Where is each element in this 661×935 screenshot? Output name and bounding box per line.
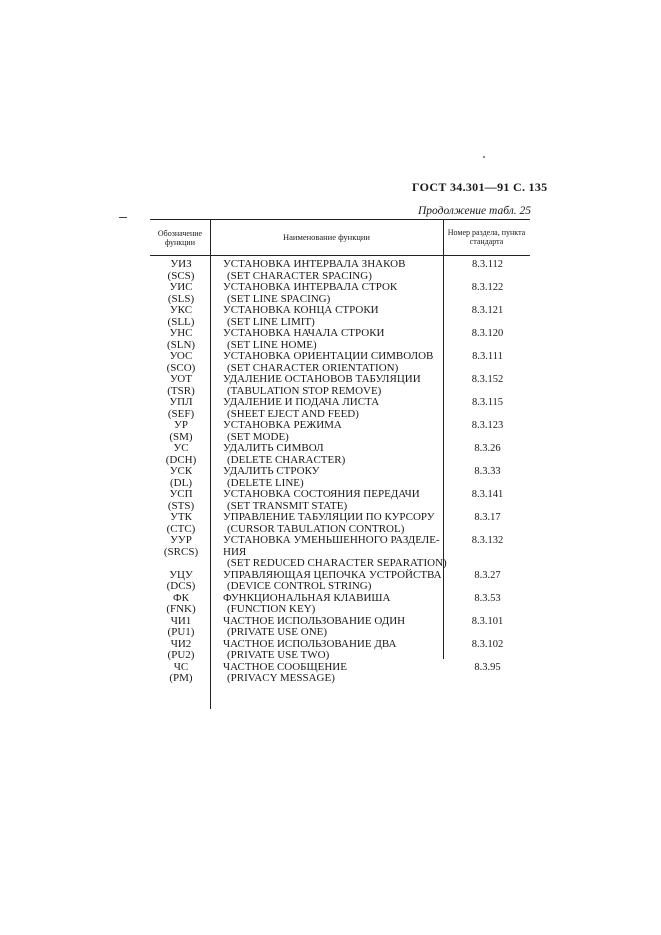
function-name xyxy=(223,489,448,512)
function-code xyxy=(150,570,212,593)
function-code-en: (SLL) xyxy=(167,315,195,328)
table-row xyxy=(150,328,530,351)
section-number: 8.3.101 xyxy=(471,615,504,627)
function-name-ru: УДАЛИТЬ СИМВОЛ xyxy=(223,442,324,454)
table-row xyxy=(150,662,530,685)
function-name xyxy=(223,259,448,282)
table-row xyxy=(150,443,530,466)
function-code-en: (PM) xyxy=(169,672,193,684)
function-code xyxy=(150,374,212,397)
table-row xyxy=(150,535,530,570)
section-number: 8.3.115 xyxy=(471,397,504,408)
function-code xyxy=(150,662,212,685)
function-code-ru: УСП xyxy=(169,488,193,500)
function-name xyxy=(223,305,448,328)
table-row xyxy=(150,512,530,535)
function-code xyxy=(150,512,212,535)
table-top-rule xyxy=(150,219,530,220)
function-name xyxy=(223,282,448,305)
function-name-en: (SET MODE) xyxy=(227,430,289,443)
function-code xyxy=(150,259,212,282)
table-row xyxy=(150,570,530,593)
table-row xyxy=(150,305,530,328)
section-number: 8.3.17 xyxy=(474,512,501,523)
table-row xyxy=(150,489,530,512)
function-name-ru: УСТАНОВКА ИНТЕРВАЛА ЗНАКОВ xyxy=(223,258,406,270)
function-code-en: (SEF) xyxy=(167,407,195,420)
function-name-en: (SET LINE LIMIT) xyxy=(227,315,315,328)
function-code-ru: ЧИ2 xyxy=(170,637,192,650)
function-name-ru: ФУНКЦИОНАЛЬНАЯ КЛАВИША xyxy=(223,591,391,604)
function-name-en: (SET LINE SPACING) xyxy=(227,292,331,305)
function-name-ru: УСТАНОВКА СОСТОЯНИЯ ПЕРЕДАЧИ xyxy=(223,488,420,500)
function-name xyxy=(223,328,448,351)
function-name xyxy=(223,443,448,466)
column-header-code: Обозначение функции xyxy=(157,229,203,247)
table-body xyxy=(150,259,530,685)
function-name-ru: УСТАНОВКА РЕЖИМА xyxy=(223,419,342,431)
section-number: 8.3.152 xyxy=(471,374,504,385)
function-name xyxy=(223,535,448,570)
function-code-en: (CTC) xyxy=(166,522,196,535)
function-code-ru: УЦУ xyxy=(169,568,193,581)
function-code-ru: УИС xyxy=(169,281,193,293)
function-name xyxy=(223,420,448,443)
table-row xyxy=(150,351,530,374)
table-row xyxy=(150,420,530,443)
section-number: 8.3.33 xyxy=(474,466,501,477)
function-name-ru: УСТАНОВКА НАЧАЛА СТРОКИ xyxy=(223,327,385,339)
function-name xyxy=(223,397,448,420)
table-row xyxy=(150,593,530,616)
function-name-ru: УДАЛИТЬ СТРОКУ xyxy=(223,465,320,477)
section-number: 8.3.141 xyxy=(471,489,504,500)
section-number: 8.3.27 xyxy=(474,569,501,581)
function-code xyxy=(150,466,212,489)
function-name xyxy=(223,616,448,639)
function-name-en: (SET CHARACTER ORIENTATION) xyxy=(227,361,399,374)
function-name xyxy=(223,374,448,397)
function-code xyxy=(150,616,212,639)
column-header-name: Наименование функции xyxy=(283,232,370,242)
function-name-ru: УСТАНОВКА ИНТЕРВАЛА СТРОК xyxy=(223,281,398,293)
section-number: 8.3.53 xyxy=(474,592,501,604)
function-name xyxy=(223,466,448,489)
function-name-ru: ЧАСТНОЕ СООБЩЕНИЕ xyxy=(223,660,347,673)
function-code-en: (TSR) xyxy=(167,384,195,397)
function-code-ru: ФК xyxy=(172,591,190,604)
function-code xyxy=(150,282,212,305)
function-code-ru: УПЛ xyxy=(169,396,193,408)
function-code xyxy=(150,420,212,443)
function-name-en: (SET REDUCED CHARACTER SEPARATION) xyxy=(227,557,447,569)
function-code xyxy=(150,397,212,420)
section-number: 8.3.112 xyxy=(471,259,504,270)
function-code-ru: УУР xyxy=(170,534,192,546)
column-header-section: Номер раздела, пункта стандарта xyxy=(447,228,526,246)
function-code xyxy=(150,305,212,328)
function-code-en: (DCH) xyxy=(165,453,197,466)
function-code-ru: ЧС xyxy=(173,660,189,673)
function-name-en: (DELETE CHARACTER) xyxy=(227,453,346,466)
function-name-ru: УПРАВЛЯЮЩАЯ ЦЕПОЧКА УСТРОЙСТВА xyxy=(223,568,442,581)
function-code-en: (SCO) xyxy=(166,361,196,374)
page-header: ГОСТ 34.301—91 С. 135 xyxy=(412,180,548,194)
function-name-en: (PRIVATE USE TWO) xyxy=(227,649,330,661)
function-code xyxy=(150,328,212,351)
table-continuation-label: Продолжение табл. 25 xyxy=(418,205,531,217)
function-code xyxy=(150,443,212,466)
function-name-en: (SET TRANSMIT STATE) xyxy=(227,499,348,512)
function-code-en: (SCS) xyxy=(167,269,195,282)
function-name-en: (DELETE LINE) xyxy=(227,476,304,489)
function-name xyxy=(223,570,448,593)
function-code-ru: ЧИ1 xyxy=(170,614,192,627)
function-name xyxy=(223,662,448,685)
table-row xyxy=(150,259,530,282)
function-code-en: (PU2) xyxy=(167,649,195,661)
section-number: 8.3.132 xyxy=(471,535,504,546)
function-name-en: (PRIVATE USE ONE) xyxy=(227,626,328,638)
function-code-en: (PU1) xyxy=(167,626,195,638)
function-name-ru: ЧАСТНОЕ ИСПОЛЬЗОВАНИЕ ОДИН xyxy=(223,614,406,627)
table-header-rule xyxy=(150,255,530,256)
function-name xyxy=(223,593,448,616)
function-name-ru: ЧАСТНОЕ ИСПОЛЬЗОВАНИЕ ДВА xyxy=(223,637,397,650)
section-number: 8.3.122 xyxy=(471,282,504,293)
function-code-ru: УНС xyxy=(169,327,193,339)
function-name-en: (PRIVACY MESSAGE) xyxy=(227,672,335,684)
function-code-en: (SM) xyxy=(169,430,193,443)
table-row xyxy=(150,397,530,420)
section-number: 8.3.26 xyxy=(474,443,501,454)
section-number: 8.3.111 xyxy=(472,351,503,362)
function-name-ru: УСТАНОВКА ОРИЕНТАЦИИ СИМВОЛОВ xyxy=(223,350,434,362)
function-code xyxy=(150,535,212,558)
function-code-en: (DL) xyxy=(170,476,192,489)
function-code-ru: УИЗ xyxy=(170,258,192,270)
function-name-en: (TABULATION STOP REMOVE) xyxy=(227,384,382,397)
function-code-en: (SRCS) xyxy=(163,545,199,558)
function-name-en: (FUNCTION KEY) xyxy=(227,603,316,615)
function-code-ru: УОТ xyxy=(170,373,192,385)
function-name-ru: УПРАВЛЕНИЕ ТАБУЛЯЦИИ ПО КУРСОРУ xyxy=(223,511,435,523)
section-number: 8.3.120 xyxy=(471,328,504,339)
section-number: 8.3.121 xyxy=(471,305,504,316)
function-code-ru: УС xyxy=(173,442,189,454)
function-code-en: (FNK) xyxy=(166,603,196,615)
section-number: 8.3.95 xyxy=(474,661,501,673)
function-name-en: (SHEET EJECT AND FEED) xyxy=(227,407,359,420)
function-code-ru: УКС xyxy=(169,304,193,316)
function-name-en: (SET CHARACTER SPACING) xyxy=(227,269,372,282)
function-name-ru: УСТАНОВКА УМЕНЬШЕННОГО РАЗДЕЛЕ-НИЯ xyxy=(223,534,440,558)
margin-mark xyxy=(119,217,127,218)
table-row xyxy=(150,466,530,489)
table-row xyxy=(150,616,530,639)
function-name-ru: УСТАНОВКА КОНЦА СТРОКИ xyxy=(223,304,379,316)
function-code-en: (DCS) xyxy=(166,580,196,592)
function-name-en: (CURSOR TABULATION CONTROL) xyxy=(227,522,405,535)
function-name xyxy=(223,351,448,374)
function-code-ru: УОС xyxy=(169,350,193,362)
function-name-en: (DEVICE CONTROL STRING) xyxy=(227,580,372,592)
table-row xyxy=(150,639,530,662)
section-number: 8.3.123 xyxy=(471,420,504,431)
function-code-ru: УР xyxy=(174,419,188,431)
function-code-en: (SLN) xyxy=(166,338,196,351)
function-code xyxy=(150,351,212,374)
function-code-ru: УСК xyxy=(169,465,193,477)
function-code xyxy=(150,639,212,662)
function-name xyxy=(223,639,448,662)
function-table xyxy=(150,219,530,709)
function-name-ru: УДАЛЕНИЕ И ПОДАЧА ЛИСТА xyxy=(223,396,380,408)
function-name-ru: УДАЛЕНИЕ ОСТАНОВОВ ТАБУЛЯЦИИ xyxy=(223,373,421,385)
scan-speck xyxy=(483,156,485,158)
table-row xyxy=(150,282,530,305)
function-code-en: (SLS) xyxy=(167,292,195,305)
function-code-ru: УТК xyxy=(170,511,192,523)
table-row xyxy=(150,374,530,397)
function-code xyxy=(150,593,212,616)
function-name xyxy=(223,512,448,535)
function-code xyxy=(150,489,212,512)
function-name-en: (SET LINE HOME) xyxy=(227,338,317,351)
function-code-en: (STS) xyxy=(167,499,195,512)
section-number: 8.3.102 xyxy=(471,638,504,650)
